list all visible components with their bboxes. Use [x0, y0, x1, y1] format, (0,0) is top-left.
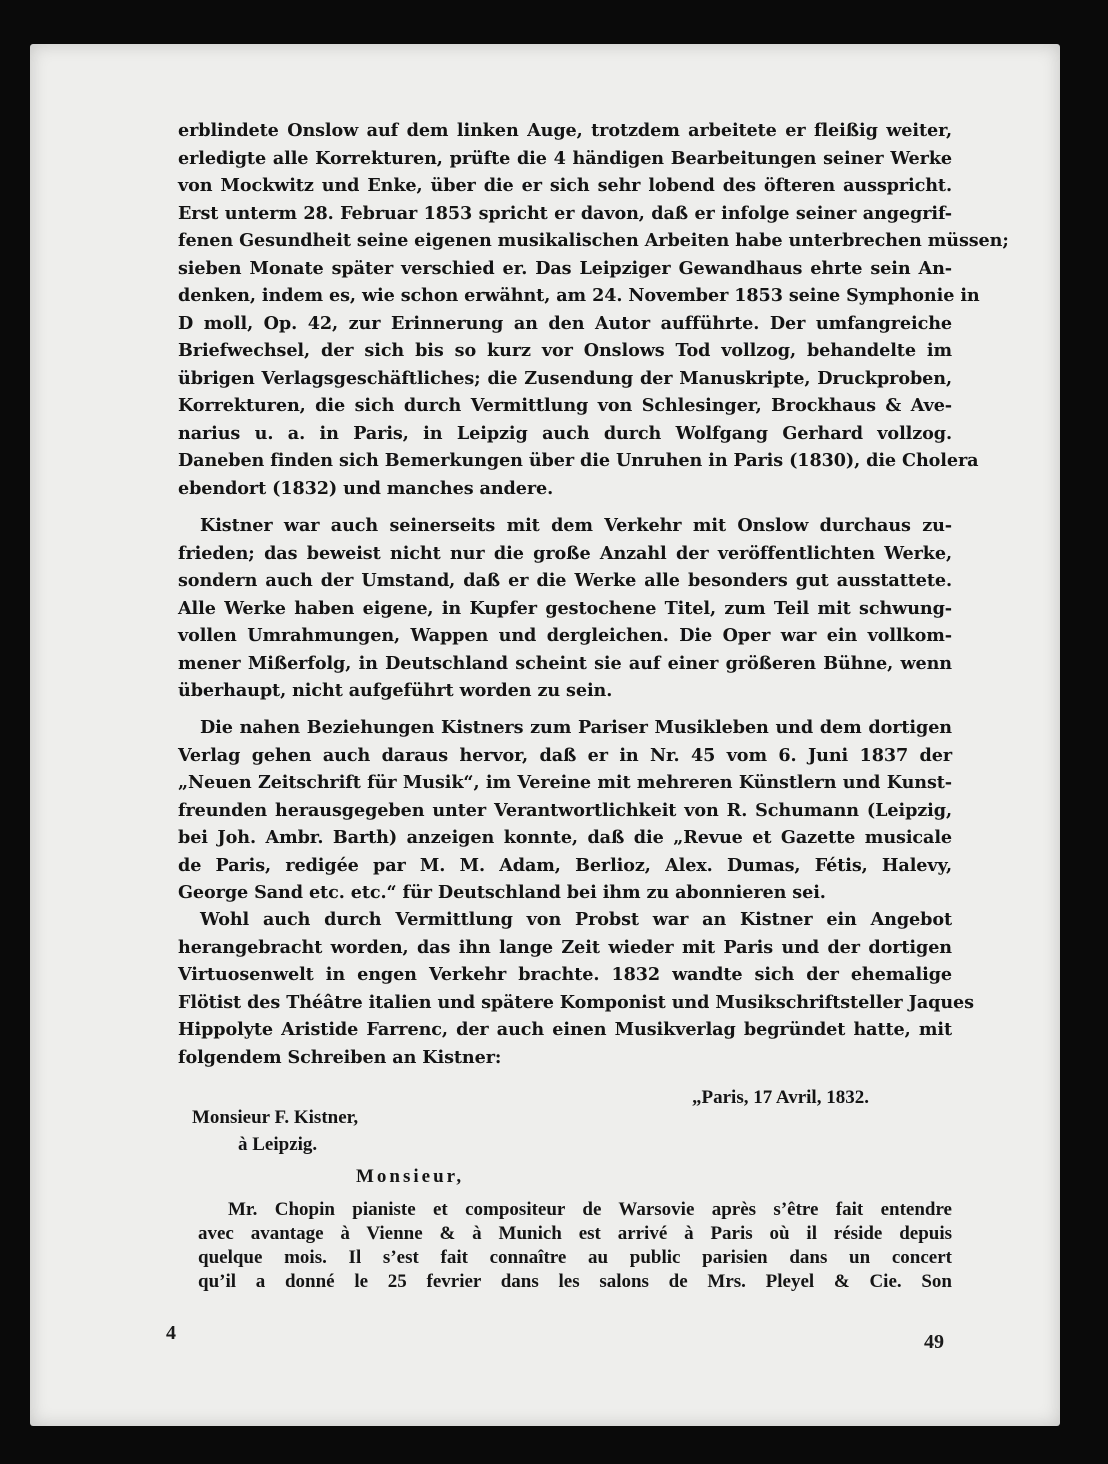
letter-line: avec avantage à Vienne & à Munich est arrivé à Paris où il réside depuis	[198, 1223, 952, 1244]
text-line: Daneben finden sich Bemerkungen über die Unruhen in Paris (1830), die Cholera	[178, 450, 979, 471]
text-line: Flötist des Théâtre italien und spätere Komponist und Musikschriftsteller Jaques	[178, 991, 974, 1013]
letter-addressee-city: à Leipzig.	[238, 1134, 318, 1155]
paragraph-pariser-musikleben	[178, 714, 952, 907]
text-line: Die nahen Beziehungen Kistners zum Pariser Musikleben und dem dortigen	[200, 717, 952, 738]
text-line: Virtuosenwelt in engen Verkehr brachte. 1832 wandte sich der ehemalige	[178, 964, 952, 985]
paragraph-farrenc	[178, 906, 974, 1071]
text-line: narius u. a. in Paris, in Leipzig auch durch Wolfgang Gerhard vollzog.	[178, 422, 952, 444]
text-line: de Paris, redigée par M. M. Adam, Berlioz, Alex. Dumas, Fétis, Halevy,	[178, 854, 952, 876]
signature-mark: 4	[166, 1322, 176, 1344]
text-line: herangebracht worden, das ihn lange Zeit wieder mit Paris und der dortigen	[178, 936, 952, 958]
text-line: Erst unterm 28. Februar 1853 spricht er davon, daß er infolge seiner angegrif-	[178, 202, 952, 224]
text-line: „Neuen Zeitschrift für Musik“, im Vereine mit mehreren Künstlern und Kunst-	[178, 772, 952, 793]
text-line: sieben Monate später verschied er. Das Leipziger Gewandhaus ehrte sein An-	[178, 257, 952, 279]
letter-line: quelque mois. Il s’est fait connaître au public parisien dans un concert	[198, 1247, 952, 1268]
letter-addressee-name: Monsieur F. Kistner,	[192, 1107, 359, 1128]
text-line: freunden herausgegeben unter Verantwortlichkeit von R. Schumann (Leipzig,	[178, 799, 952, 821]
text-line: bei Joh. Ambr. Barth) anzeigen konnte, daß die „Revue et Gazette musicale	[178, 827, 952, 848]
paragraph-onslow	[178, 117, 1009, 502]
text-line: Wohl auch durch Vermittlung von Probst war an Kistner ein Angebot	[200, 909, 952, 930]
letter-dateline: „Paris, 17 Avril, 1832.	[692, 1087, 869, 1108]
letter-body	[198, 1198, 952, 1294]
book-page	[30, 44, 1060, 1426]
text-line: fenen Gesundheit seine eigenen musikalischen Arbeiten habe unterbrechen müssen;	[178, 230, 1009, 251]
paragraph-kistner-verkehr	[178, 512, 952, 705]
letter-line: Mr. Chopin pianiste et compositeur de Warsovie après s’être fait entendre	[228, 1199, 952, 1220]
text-line: übrigen Verlagsgeschäftliches; die Zusendung der Manuskripte, Druckproben,	[178, 367, 952, 389]
text-line: Kistner war auch seinerseits mit dem Verkehr mit Onslow durchaus zu-	[200, 515, 952, 536]
text-line: vollen Umrahmungen, Wappen und dergleichen. Die Oper war ein vollkom-	[178, 625, 952, 646]
text-line: sondern auch der Umstand, daß er die Werke alle besonders gut ausstattete.	[178, 570, 952, 591]
text-line: von Mockwitz und Enke, über die er sich sehr lobend des öfteren ausspricht.	[178, 175, 952, 196]
text-line: Hippolyte Aristide Farrenc, der auch einen Musikverlag begründet hatte, mit	[178, 1019, 952, 1040]
letter-salutation: Monsieur,	[356, 1166, 465, 1187]
text-line: Korrekturen, die sich durch Vermittlung von Schlesinger, Brockhaus & Ave-	[178, 395, 952, 416]
letter-line: qu’il a donné le 25 fevrier dans les salons de Mrs. Pleyel & Cie. Son	[198, 1271, 952, 1292]
text-line: D moll, Op. 42, zur Erinnerung an den Autor aufführte. Der umfangreiche	[178, 312, 952, 334]
text-line: denken, indem es, wie schon erwähnt, am 24. November 1853 seine Symphonie in	[178, 285, 980, 306]
text-line: folgendem Schreiben an Kistner:	[178, 1046, 502, 1068]
text-line: George Sand etc. etc.“ für Deutschland bei ihm zu abonnieren sei.	[178, 882, 826, 903]
text-line: Alle Werke haben eigene, in Kupfer gestochene Titel, zum Teil mit schwung-	[178, 597, 952, 619]
text-line: frieden; das beweist nicht nur die große Anzahl der veröffentlichten Werke,	[178, 542, 952, 564]
text-line: Briefwechsel, der sich bis so kurz vor Onslows Tod vollzog, behandelte im	[178, 340, 952, 361]
page-number: 49	[924, 1331, 944, 1353]
text-line: Verlag gehen auch daraus hervor, daß er in Nr. 45 vom 6. Juni 1837 der	[178, 744, 952, 766]
text-line: überhaupt, nicht aufgeführt worden zu sein.	[178, 680, 613, 701]
text-line: erledigte alle Korrekturen, prüfte die 4 händigen Bearbeitungen seiner Werke	[178, 147, 952, 169]
text-line: mener Mißerfolg, in Deutschland scheint sie auf einer größeren Bühne, wenn	[178, 652, 952, 674]
text-line: ebendort (1832) und manches andere.	[178, 477, 554, 499]
text-line: erblindete Onslow auf dem linken Auge, trotzdem arbeitete er fleißig weiter,	[178, 120, 952, 141]
